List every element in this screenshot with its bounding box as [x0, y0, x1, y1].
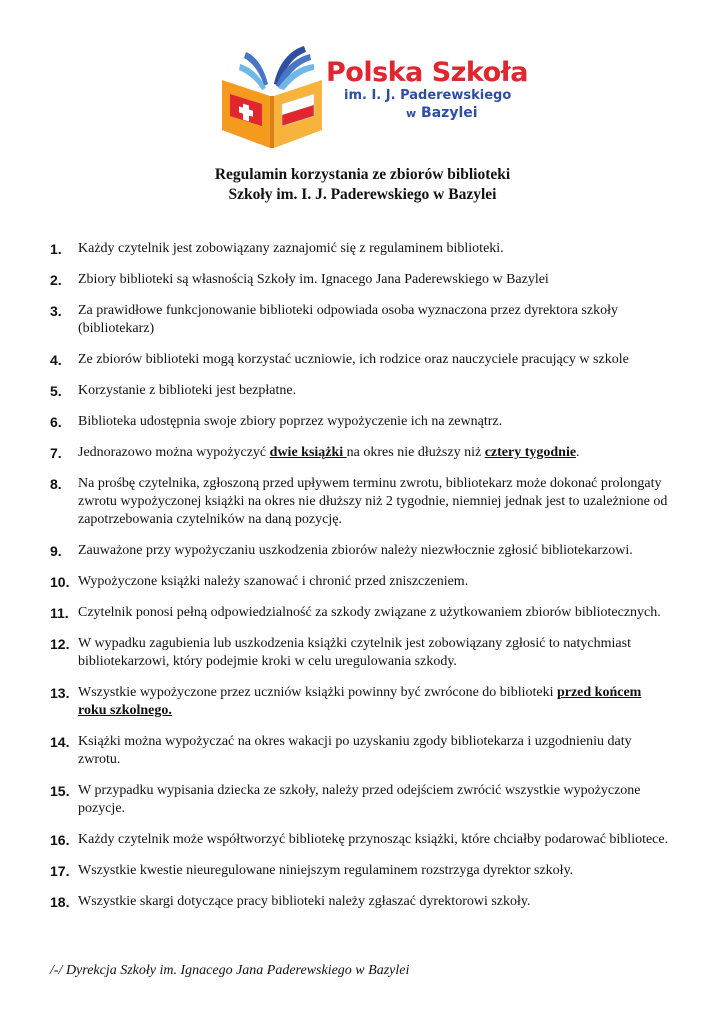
rule-text-part: . [576, 445, 580, 460]
logo-city-prefix: w [406, 107, 417, 120]
rule-number: 8. [50, 476, 62, 492]
rule-number: 14. [50, 734, 70, 750]
rule-item-15 [50, 782, 670, 818]
rule-text: Wszystkie kwestie nieuregulowane niniejszym regulaminem rozstrzyga dyrektor szkoły. [78, 863, 574, 878]
rule-emphasis-weeks: cztery tygodnie [484, 445, 577, 460]
rule-number: 11. [50, 605, 69, 621]
title-line-1: Regulamin korzystania ze zbiorów biblioteki [214, 166, 511, 183]
rule-item-8 [50, 475, 670, 529]
rule-item-10 [50, 573, 670, 591]
rule-number: 12. [50, 636, 70, 652]
rule-text-part: Wszystkie wypożyczone przez uczniów książki powinny być zwrócone do biblioteki [78, 685, 557, 700]
rule-text: W wypadku zagubienia lub uszkodzenia książki czytelnik jest zobowiązany zgłosić to natychmiast bibliotekarzowi, który podejmie kroki w celu uregulowania szkody. [78, 636, 631, 669]
rule-text: Zauważone przy wypożyczaniu uszkodzenia zbiorów należy niezwłocznie zgłosić bibliotekarzowi. [78, 543, 633, 558]
rule-text [78, 684, 670, 720]
rule-text [78, 444, 670, 462]
title-line-2: Szkoły im. I. J. Paderewskiego w Bazylei [228, 186, 497, 203]
rule-number: 13. [50, 685, 70, 701]
rule-item-4 [50, 351, 670, 369]
rule-item-18 [50, 893, 670, 911]
rule-number: 2. [50, 272, 62, 288]
rule-text: Biblioteka udostępnia swoje zbiory poprzez wypożyczenie ich na zewnątrz. [78, 414, 503, 429]
rule-number: 4. [50, 352, 62, 368]
school-logo [218, 44, 528, 148]
rule-number: 17. [50, 863, 70, 879]
rule-number: 7. [50, 445, 62, 461]
rule-number: 1. [50, 241, 62, 257]
rule-number: 9. [50, 543, 62, 559]
rule-item-9 [50, 542, 670, 560]
rule-text: Na prośbę czytelnika, zgłoszoną przed upływem terminu zwrotu, bibliotekarz może dokonać prolongaty zwrotu wypożyczonej książki na okres nie dłuższy niż 2 tygodnie, niemniej jednak jest to uzależnione od zapotrzebowania czytelników na daną pozycję. [78, 476, 668, 527]
rule-item-6 [50, 413, 670, 431]
rule-item-13 [50, 684, 670, 720]
rule-text: Książki można wypożyczać na okres wakacji po uzyskaniu zgody bibliotekarza i uzgodnieniu daty zwrotu. [78, 734, 632, 767]
rule-number: 6. [50, 414, 62, 430]
rule-text: Ze zbiorów biblioteki mogą korzystać uczniowie, ich rodzice oraz nauczyciele pracujący w szkole [78, 352, 629, 367]
book-flags-logo-icon [218, 44, 328, 148]
rule-text: Wszystkie skargi dotyczące pracy biblioteki należy zgłaszać dyrektorowi szkoły. [78, 894, 531, 909]
rule-number: 18. [50, 894, 70, 910]
rule-item-7 [50, 444, 670, 462]
rule-emphasis-books: dwie książki [269, 445, 347, 460]
rule-item-5 [50, 382, 670, 400]
rules-list [50, 240, 670, 924]
rule-text-part: na okres nie dłuższy niż [346, 445, 485, 460]
signature-footer: /-/ Dyrekcja Szkoły im. Ignacego Jana Paderewskiego w Bazylei [50, 963, 410, 978]
rule-text: Wypożyczone książki należy szanować i chronić przed zniszczeniem. [78, 574, 469, 589]
rule-text: Korzystanie z biblioteki jest bezpłatne. [78, 383, 297, 398]
rule-number: 5. [50, 383, 62, 399]
rule-item-2 [50, 271, 670, 289]
rule-item-16 [50, 831, 670, 849]
rule-text: Za prawidłowe funkcjonowanie biblioteki odpowiada osoba wyznaczona przez dyrektora szkoły (bibliotekarz) [78, 303, 618, 336]
rule-item-1 [50, 240, 670, 258]
rule-text: W przypadku wypisania dziecka ze szkoły, należy przed odejściem zwrócić wszystkie wypożyczone pozycje. [78, 783, 641, 816]
logo-city [406, 104, 518, 123]
rule-item-17 [50, 862, 670, 880]
logo-school-name: Polska Szkoła [326, 57, 528, 88]
logo-wordmark [326, 57, 528, 123]
rule-text-part: Jednorazowo można wypożyczyć [78, 445, 270, 460]
rule-text: Każdy czytelnik może współtworzyć bibliotekę przynosząc książki, które chciałby podarować bibliotece. [78, 832, 669, 847]
rule-item-14 [50, 733, 670, 769]
rule-item-11 [50, 604, 670, 622]
rule-number: 3. [50, 303, 62, 319]
logo-city-name: Bazylei [421, 105, 478, 121]
rule-item-12 [50, 635, 670, 671]
rule-number: 10. [50, 574, 70, 590]
rule-text: Czytelnik ponosi pełną odpowiedzialność za szkody związane z użytkowaniem zbiorów bibliotecznych. [78, 605, 661, 620]
document-title [0, 165, 725, 205]
rule-item-3 [50, 302, 670, 338]
rule-emphasis-year-end: przed końcem roku szkolnego. [78, 685, 642, 718]
logo-patron: im. I. J. Paderewskiego [344, 88, 512, 103]
rule-number: 16. [50, 832, 70, 848]
rule-text: Każdy czytelnik jest zobowiązany zaznajomić się z regulaminem biblioteki. [78, 241, 504, 256]
rule-number: 15. [50, 783, 70, 799]
rule-text: Zbiory biblioteki są własnością Szkoły im. Ignacego Jana Paderewskiego w Bazylei [78, 272, 549, 287]
